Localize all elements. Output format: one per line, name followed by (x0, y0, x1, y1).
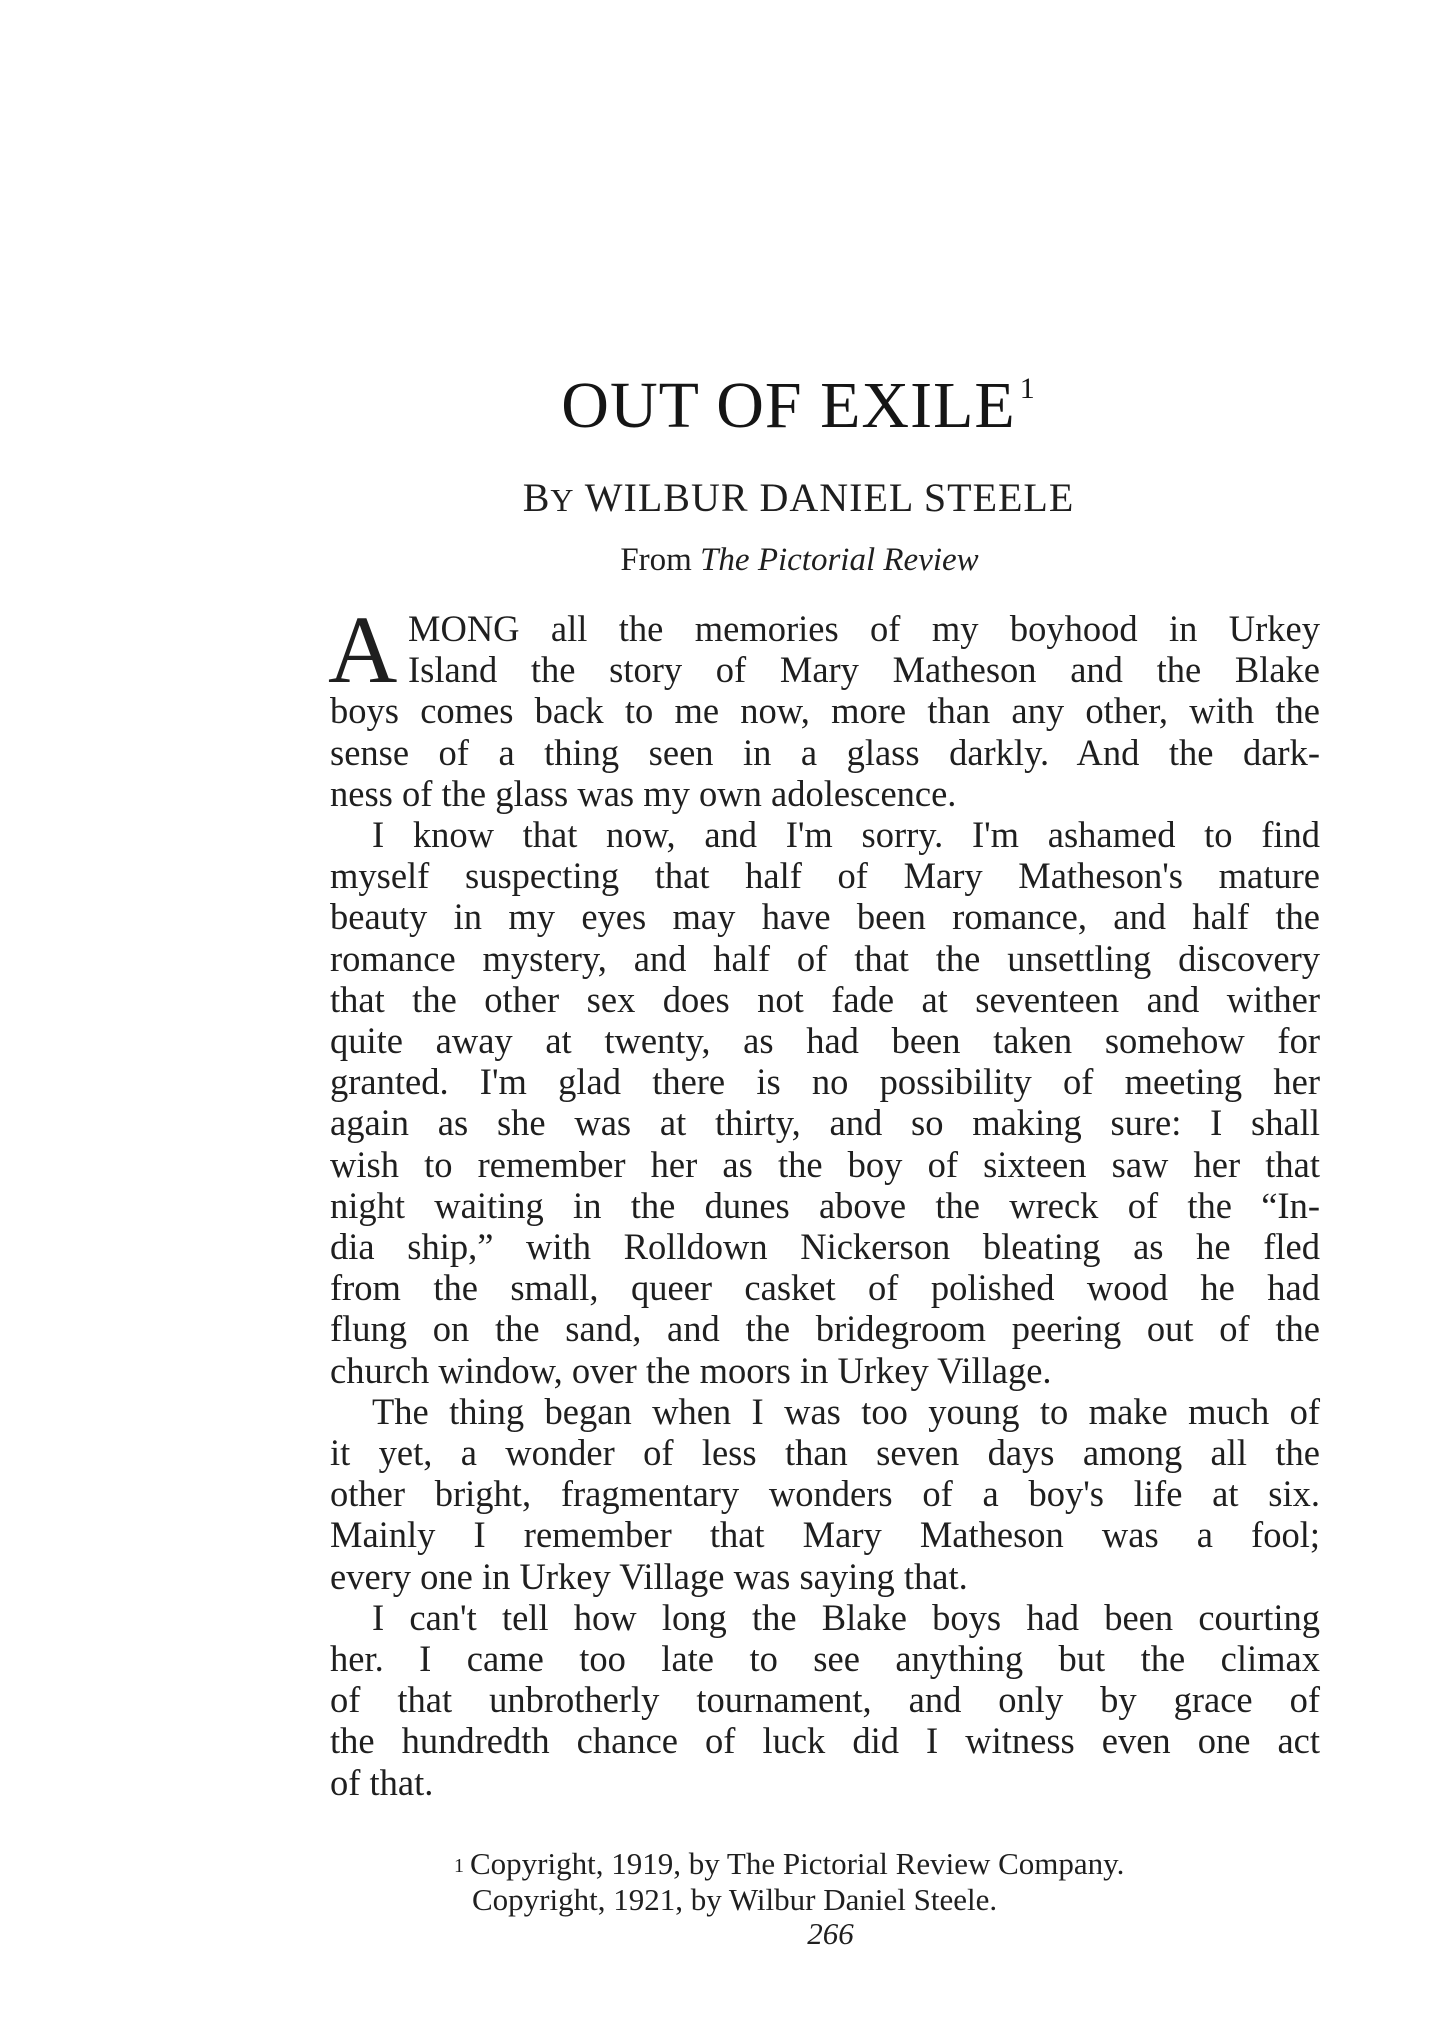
body-line: I know that now, and I'm sorry. I'm ashamed to find (372, 814, 1320, 856)
body-line: boys comes back to me now, more than any other, with the (330, 690, 1320, 732)
byline-by-rest: Y (550, 482, 575, 518)
body-line: wish to remember her as the boy of sixteen saw her that (330, 1143, 1320, 1185)
body-line: church window, over the moors in Urkey Village. (330, 1349, 1052, 1391)
source-prefix: From (620, 542, 692, 578)
body-line: of that unbrotherly tournament, and only by grace of (330, 1679, 1320, 1721)
body-line: MONG all the memories of my boyhood in Urkey (408, 608, 1320, 649)
footnote-text: Copyright, 1919, by The Pictorial Review Company. (470, 1846, 1125, 1881)
body-line: night waiting in the dunes above the wreck of the “In- (330, 1184, 1320, 1226)
body-line: the hundredth chance of luck did I witness even one act (330, 1720, 1320, 1762)
body-line: Island the story of Mary Matheson and the Blake (408, 649, 1320, 691)
body-line: Mainly I remember that Mary Matheson was a fool; (330, 1514, 1320, 1556)
story-title-text: OUT OF EXILE (561, 369, 1016, 442)
footnotes (454, 1846, 1296, 1918)
story-title (0, 368, 1437, 444)
body-line: beauty in my eyes may have been romance, and half the (330, 896, 1320, 938)
body-line: romance mystery, and half of that the unsettling discovery (330, 937, 1320, 979)
body-line: I can't tell how long the Blake boys had been courting (372, 1596, 1320, 1638)
body-line: flung on the sand, and the bridegroom peering out of the (330, 1308, 1320, 1350)
body-line: it yet, a wonder of less than seven days among all the (330, 1432, 1320, 1474)
body-line: ness of the glass was my own adolescence. (330, 772, 957, 814)
body-line: again as she was at thirty, and so making sure: I shall (330, 1102, 1320, 1144)
body-line: her. I came too late to see anything but the climax (330, 1638, 1320, 1680)
body-line: The thing began when I was too young to make much of (372, 1390, 1320, 1432)
body-line: dia ship,” with Rolldown Nickerson bleating as he fled (330, 1226, 1320, 1268)
footnote-reference: 1 (1019, 372, 1036, 405)
body-line: from the small, queer casket of polished wood he had (330, 1267, 1320, 1309)
body-line: quite away at twenty, as had been taken somehow for (330, 1020, 1320, 1062)
byline-by-initial: B (522, 475, 551, 520)
drop-cap: A (328, 596, 398, 703)
source-publication: The Pictorial Review (700, 542, 979, 578)
story-body (328, 596, 1320, 1803)
body-line: of that. (330, 1761, 434, 1803)
body-line: other bright, fragmentary wonders of a boy's life at six. (330, 1473, 1320, 1515)
page-number: 266 (807, 1916, 854, 1951)
body-line: sense of a thing seen in a glass darkly. And the dark- (330, 731, 1320, 773)
source-line (0, 542, 1437, 579)
body-line: myself suspecting that half of Mary Matheson's mature (330, 855, 1320, 897)
body-line: that the other sex does not fade at seventeen and wither (330, 978, 1320, 1020)
footnote-line: Copyright, 1921, by Wilbur Daniel Steele. (472, 1882, 998, 1917)
footnote-mark: 1 (454, 1855, 464, 1877)
footnote-line (454, 1846, 1296, 1882)
author-name: WILBUR DANIEL STEELE (584, 475, 1075, 520)
author-byline (0, 474, 1437, 521)
body-line: every one in Urkey Village was saying that. (330, 1555, 968, 1597)
body-line: granted. I'm glad there is no possibility of meeting her (330, 1061, 1320, 1103)
